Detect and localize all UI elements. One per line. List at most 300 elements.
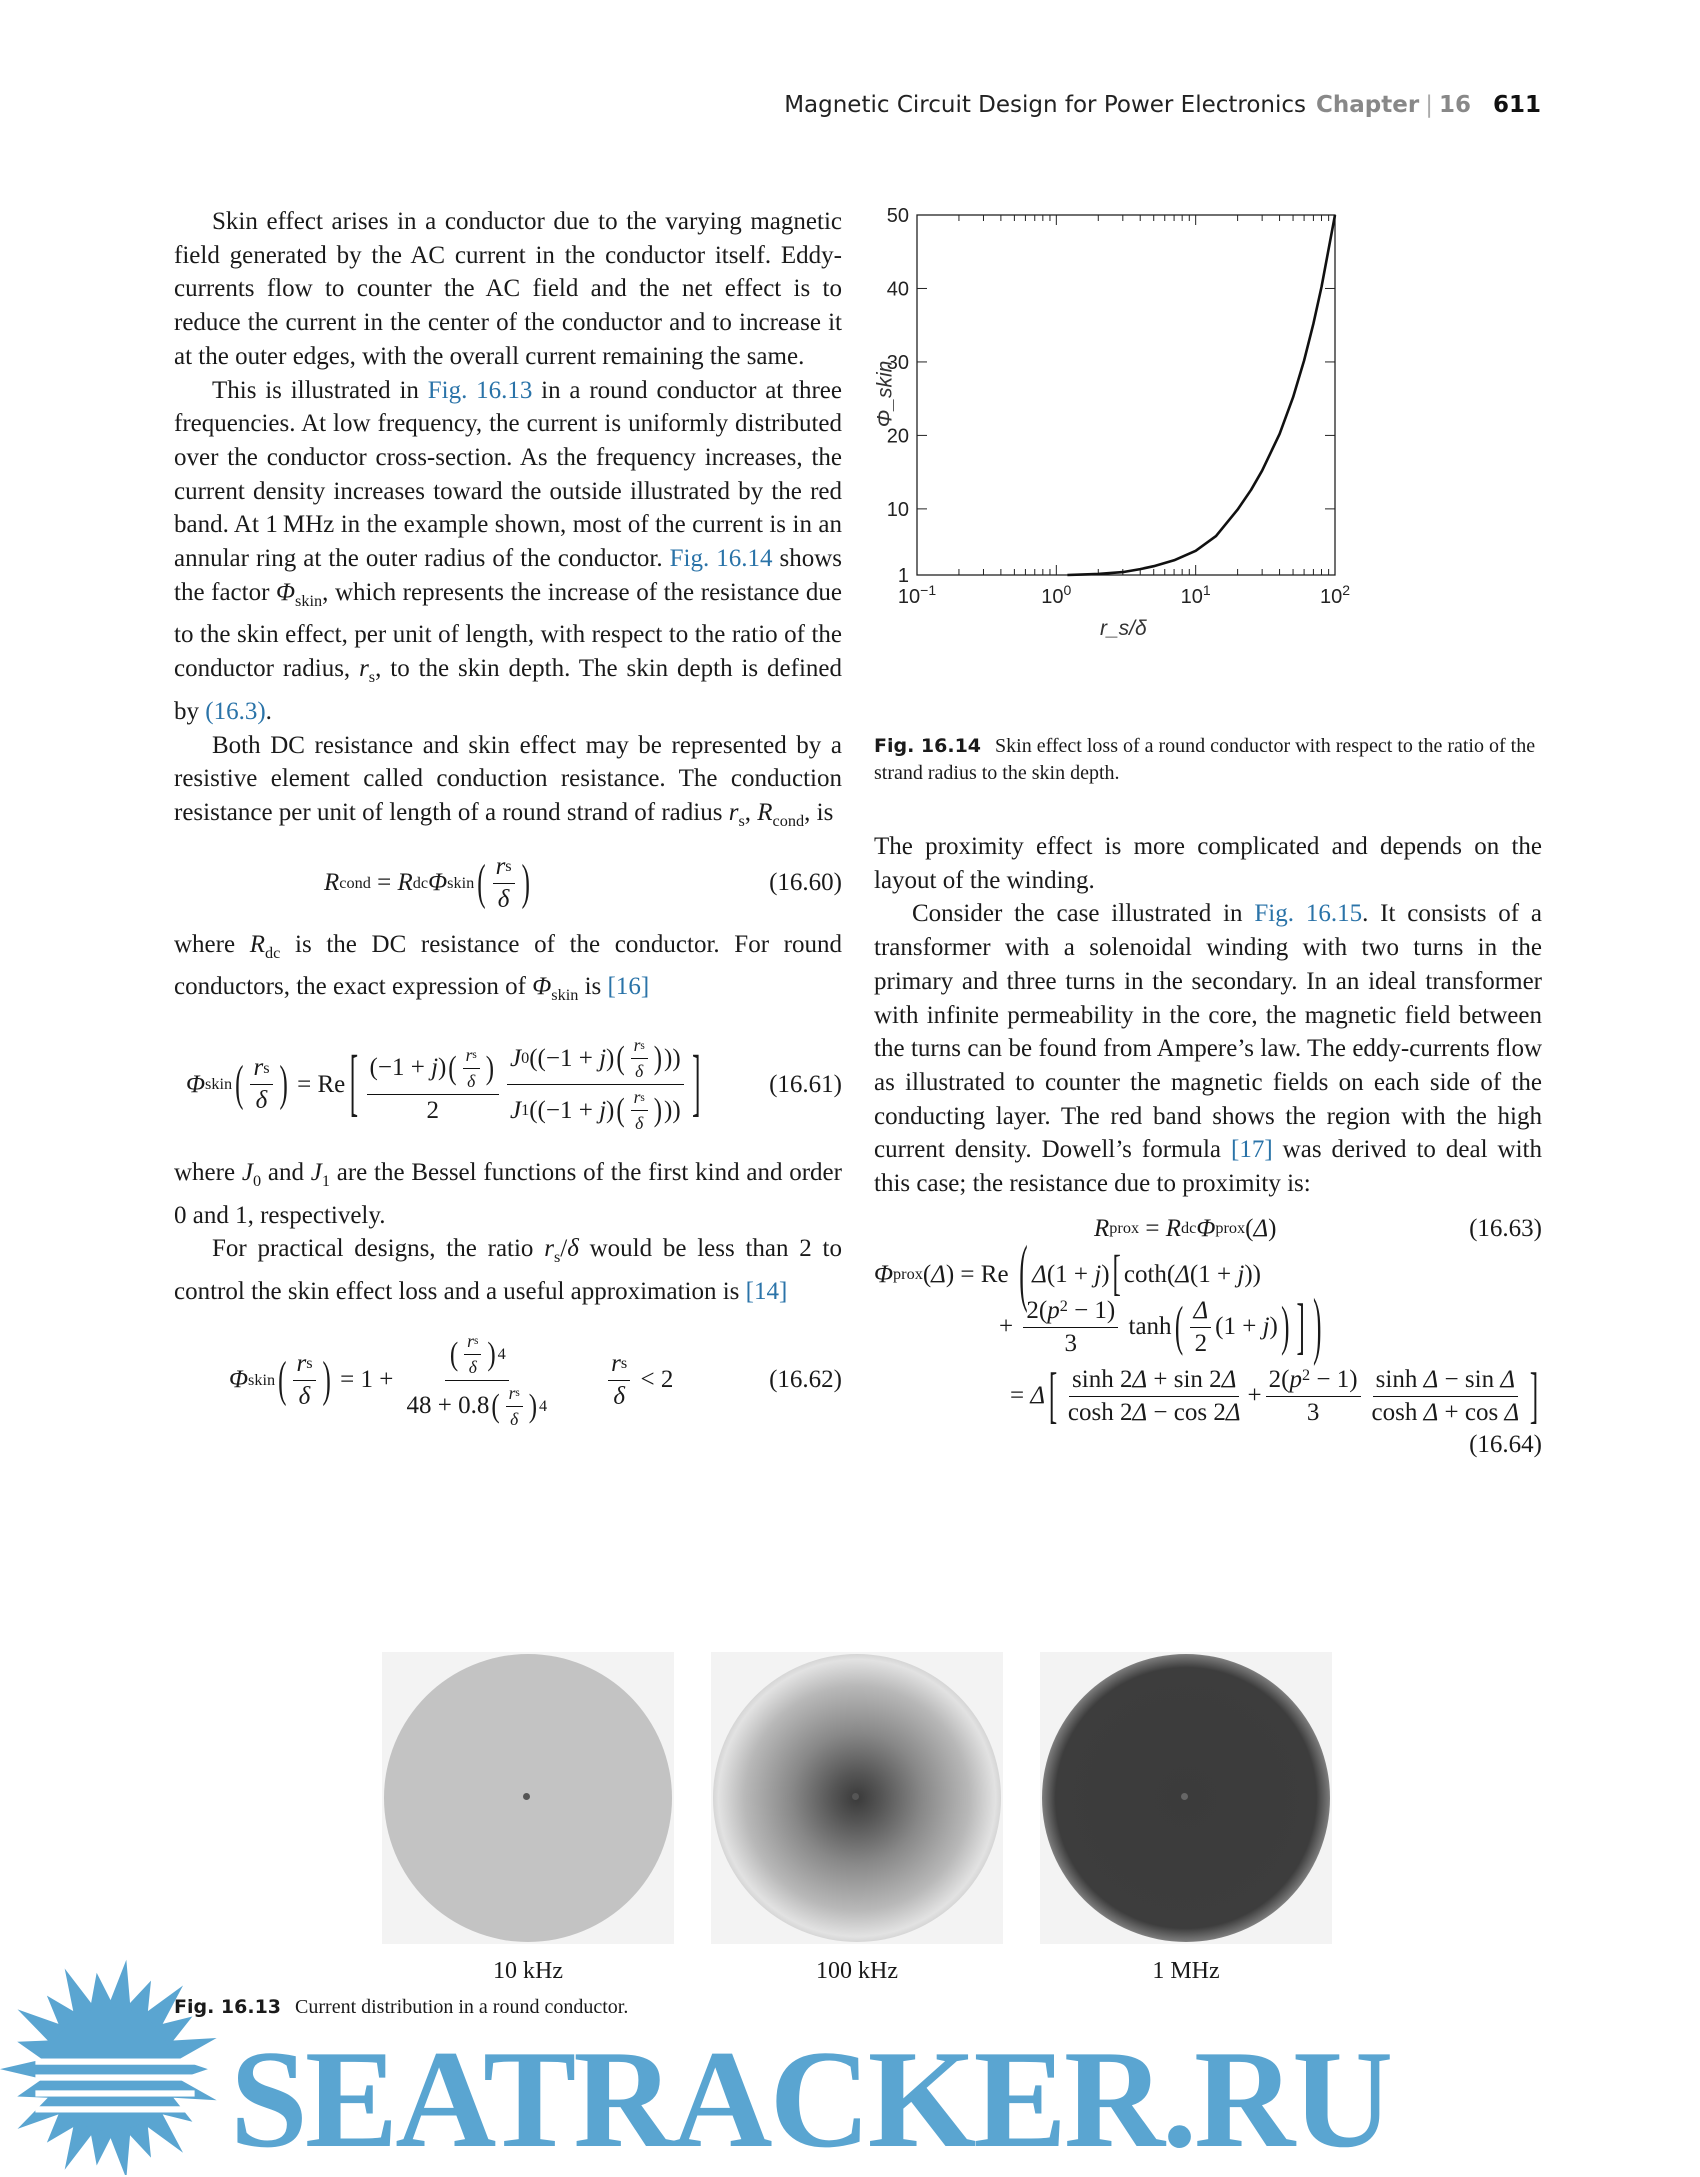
denominator [1065,1397,1244,1427]
math-symbol [1166,1215,1197,1243]
math-symbol [431,1054,438,1082]
equation-number: (16.64) [1469,1430,1542,1458]
fraction [631,1035,648,1082]
symbol: Φ [1196,1214,1216,1242]
delimiter: ] [1296,1293,1305,1361]
math-symbol [253,1054,269,1082]
symbol: Φ [874,1260,894,1288]
math-text: (1 + [1046,1260,1095,1288]
caption-text: Skin effect loss of a round conductor with respect to the ratio of the strand radius to the skin depth. [874,735,1536,784]
label-1mhz: 1 MHz [1152,1958,1220,1984]
equation-16-64-line1 [874,1234,1261,1316]
cross-reference-link[interactable]: [17] [1231,1136,1273,1164]
subscript: skin [447,873,475,892]
symbol: Δ [1253,1214,1269,1242]
symbol: δ [468,1356,477,1377]
delimiter: ) [521,856,530,911]
equation-16-62 [229,1331,673,1430]
delimiter: ) [1313,1286,1322,1368]
label-100khz: 100 kHz [816,1958,898,1984]
cross-reference-link[interactable]: [14] [745,1278,788,1306]
text-run: Consider the case illustrated in [912,900,1255,928]
text-run: are the Bessel functions of the first kind and order 0 and 1, respectively. [174,1159,842,1229]
math-symbol [229,1366,275,1394]
math-text: (−1 + [369,1054,432,1082]
math-text: 2( [1268,1365,1290,1393]
delimiter: ) [485,1050,495,1086]
equation-row [874,1286,1542,1368]
paragraph-where-rdc [174,928,842,1013]
math-symbol [1237,1261,1244,1289]
math-symbol [635,1061,643,1082]
subscript: dc [265,943,281,962]
math-symbol [428,869,474,897]
symbol: Δ [1132,1398,1148,1426]
chapter-label: Chapter [1316,92,1420,118]
fraction [404,1331,551,1430]
symbol: δ [635,1061,644,1082]
numerator [1023,1297,1118,1328]
symbol: Φ [428,869,448,897]
equation-16-64-line3 [1010,1362,1542,1430]
fraction [464,1331,481,1378]
math-symbol [496,853,512,881]
math-text: = [1010,1382,1031,1410]
fraction [1065,1366,1244,1427]
fig-16-13-caption [174,1994,628,2021]
delimiter: ( [491,1388,500,1424]
delimiter: [ [349,1044,359,1126]
cross-reference-link[interactable]: Fig. 16.13 [427,376,533,404]
paragraph-illustration [174,374,842,729]
math-symbol [510,1045,529,1073]
superscript: 4 [539,1396,548,1415]
math-text: 3 [1306,1398,1320,1426]
text-run: J [310,1159,322,1187]
paragraph-bessel [174,1156,842,1232]
math-symbol [613,1383,625,1411]
math-symbol [1504,1399,1519,1427]
math-symbol [1175,1261,1190,1289]
cross-reference-link[interactable]: Fig. 16.14 [669,545,773,573]
conductor-100khz-image [711,1652,1003,1944]
symbol: r [465,1044,473,1065]
symbol: Δ [1132,1365,1148,1393]
delimiter: ) [322,1353,331,1408]
symbol: j [1237,1260,1245,1288]
math-symbol [599,1045,606,1073]
fraction [1023,1297,1118,1358]
delimiter: ) [653,1093,663,1129]
math-symbol [256,1087,268,1115]
delimiter: ( [616,1041,625,1077]
math-text: tanh [1122,1313,1172,1341]
denominator [466,1355,480,1378]
math-symbol [635,1113,643,1134]
symbol: r [495,852,506,880]
symbol: Δ [1175,1260,1190,1288]
numerator [367,1045,499,1095]
math-text: cosh [1371,1398,1424,1426]
math-text: coth( [1123,1260,1176,1288]
text-run: , is [804,798,834,826]
text-run: δ [567,1235,579,1263]
text-run: R [757,798,773,826]
subscript: 1 [521,1101,530,1120]
skin-effect-chart [860,195,1550,615]
fraction [293,1350,315,1411]
numerator [464,1331,481,1355]
numerator [1069,1366,1239,1397]
math-symbol [510,1409,518,1430]
x-tick-label: $10^1$ [1180,582,1211,608]
subscript: s [472,1049,477,1062]
math-symbol [1222,1366,1237,1394]
text-run: This is illustrated in [212,376,428,404]
denominator [507,1085,684,1134]
denominator [464,1069,478,1092]
math-text: (1 + [1189,1260,1238,1288]
math-symbol [634,1035,645,1056]
math-symbol [599,1097,606,1125]
text-run: For practical designs, the ratio [212,1235,545,1263]
symbol: δ [298,1382,311,1410]
text-run: , to the skin depth. The skin depth is defined by [174,655,842,725]
symbol: Δ [1423,1365,1439,1393]
math-text: 2( [1026,1296,1048,1324]
symbol: J [510,1044,522,1072]
x-tick-label: $10^{-1}$ [897,582,937,608]
subscript: dc [1180,1219,1197,1238]
denominator [424,1095,443,1125]
symbol: j [599,1044,607,1072]
fig-16-14-caption [874,733,1544,787]
symbol: r [611,1349,621,1377]
text-run: and [261,1159,311,1187]
math-text: 2 [1194,1329,1208,1357]
subscript: skin [295,591,323,610]
delimiter: ) [487,1336,496,1372]
symbol: Φ [186,1070,206,1098]
delimiter: ] [692,1044,701,1126]
paragraph-skin-effect [174,205,842,374]
paragraph-proximity [874,830,1542,897]
denominator [296,1381,314,1411]
symbol: δ [255,1087,268,1115]
subscript: s [263,1058,270,1077]
equation-number: (16.63) [1469,1214,1542,1242]
math-symbol [1030,1382,1045,1410]
math-text: − cos 2 [1147,1398,1226,1426]
subscript: s [620,1354,628,1373]
math-text: cosh 2 [1067,1398,1133,1426]
symbol: Δ [1193,1296,1209,1324]
subscript: prox [893,1265,923,1284]
delimiter: ( [278,1353,287,1408]
subscript: 0 [521,1049,530,1068]
text-run: . [265,697,272,725]
math-symbol [467,1331,478,1352]
math-symbol [1132,1366,1147,1394]
symbol: r [296,1349,307,1377]
text-run: The proximity effect is more complicated and depends on the layout of the winding. [874,833,1542,894]
delimiter: ] [1529,1362,1539,1430]
denominator [404,1381,551,1430]
symbol: Δ [931,1260,946,1288]
math-text: = [370,869,398,897]
math-symbol [1226,1399,1241,1427]
math-symbol [466,1045,477,1066]
symbol: Δ [1504,1398,1520,1426]
text-run: Skin effect arises in a conductor due to the varying magnetic field generated by the AC current in the conductor itself. Eddy-currents flow to counter the AC field and the net effect is to reduce the current in the center of the conductor and to increase it at the outer edges, with the overall current remaining the same. [174,208,842,370]
subscript: skin [248,1370,276,1389]
numerator [250,1054,272,1085]
math-symbol [611,1350,627,1378]
symbol: R [1094,1214,1110,1242]
math-symbol [1193,1297,1208,1325]
math-symbol [1424,1399,1439,1427]
math-symbol [296,1350,312,1378]
paragraph-approximation [174,1232,842,1308]
delimiter: [ [1112,1247,1121,1302]
numerator [631,1035,648,1059]
equation-number: (16.60) [769,869,842,897]
center-dot [1181,1793,1188,1800]
subscript: s [473,1335,479,1348]
math-symbol [1500,1366,1515,1394]
y-tick-label: 10 [886,498,909,521]
numerator [631,1087,648,1111]
fraction [1190,1297,1211,1358]
cross-reference-link[interactable]: Fig. 16.15 [1254,900,1363,928]
numerator [445,1331,509,1381]
math-text: + [1247,1382,1262,1410]
symbol: Φ [229,1366,249,1394]
numerator [1373,1366,1518,1397]
math-symbol [1424,1366,1439,1394]
superscript: 4 [497,1344,506,1363]
math-text: ) [1268,1214,1277,1242]
math-symbol [467,1071,475,1092]
symbol: δ [467,1070,476,1091]
math-text: (1 + [1215,1313,1263,1341]
symbol: r [508,1382,516,1403]
numerator [293,1350,315,1381]
superscript: 2 [1301,1365,1311,1384]
fraction [493,853,515,914]
math-symbol [1132,1399,1147,1427]
math-text: ( [922,1260,932,1288]
cross-reference-link[interactable]: [16] [607,973,650,1001]
math-text: )) [664,1096,681,1124]
numerator [506,1383,523,1407]
text-run: would be less than 2 to control the skin effect loss and a useful approximation is [174,1235,842,1306]
symbol: δ [497,885,510,913]
math-text: )) [664,1044,681,1072]
symbol: δ [635,1113,644,1134]
running-header [784,92,1541,118]
math-symbol [498,886,510,914]
symbol: Δ [1225,1398,1241,1426]
subscript: cond [339,873,371,892]
fraction [1266,1366,1361,1427]
subscript: skin [551,986,579,1005]
text-run: r [544,1235,554,1263]
delimiter: ( [448,1050,457,1086]
fraction [1369,1366,1523,1427]
math-symbol [1263,1313,1270,1341]
math-text: + [999,1313,1020,1341]
denominator [1369,1397,1523,1427]
paragraph-conduction-resistance [174,729,842,839]
caption-label: Fig. 16.13 [174,1996,282,2018]
text-run: is the DC resistance of the conductor. For round conductors, the exact expression of [174,930,842,1001]
fraction [463,1045,480,1092]
math-symbol [539,1397,547,1416]
symbol: δ [510,1408,519,1429]
math-text: 2 [426,1096,440,1124]
symbol: r [633,1035,641,1056]
math-symbol [324,869,371,897]
math-text: ((−1 + [529,1044,600,1072]
chapter-number: 16 [1438,92,1471,118]
symbol: Δ [1500,1365,1516,1393]
sun-logo-icon [0,1950,230,2175]
label-10khz: 10 kHz [493,1958,563,1984]
math-text: = Re [290,1070,346,1098]
math-text: ) [606,1044,615,1072]
math-symbol [498,1345,506,1364]
math-text: sinh [1375,1365,1424,1393]
symbol: Δ [1032,1260,1047,1288]
equation-16-60 [324,853,533,914]
fraction [507,1035,684,1134]
math-text: ) = Re [945,1260,1015,1288]
paragraph-consider-case [874,897,1542,1200]
delimiter: ( [1019,1234,1028,1316]
denominator [507,1407,521,1430]
delimiter: ( [616,1093,625,1129]
equation-16-61 [186,1035,705,1134]
equation-row [874,1215,1542,1243]
math-symbol [469,1357,477,1378]
x-axis-label: r_s/δ [1100,617,1147,640]
text-run: is [578,973,608,1001]
y-tick-label: 40 [886,278,909,301]
delimiter: ) [1281,1297,1290,1357]
right-column [874,830,1542,1459]
text-run: . It consists of a transformer with a solenoidal winding with two turns in the primary and three turns in the secondary. In an ideal transformer with infinite permeability in the core, the magnetic field between the turns can be found from Ampere’s law. The eddy-currents flow as illustrated to counter the magnetic fields on each side of the conducting layer. The red band shows the region with the high current density. Dowell’s formula [874,900,1542,1164]
numerator [1266,1366,1361,1397]
text-run: r [359,655,369,683]
text-run: Φ [276,578,296,606]
delimiter: ) [528,1388,538,1424]
denominator [1192,1328,1211,1358]
math-symbol [634,1087,645,1108]
math-text: < 2 [634,1366,674,1394]
math-text: ((−1 + [529,1096,600,1124]
text-run: , [744,798,758,826]
math-text: ) [606,1096,615,1124]
denominator [1304,1397,1323,1427]
conductor-10khz-image [382,1652,674,1944]
math-text: − 1) [1310,1365,1358,1393]
math-symbol [1196,1215,1245,1243]
math-symbol [186,1071,232,1099]
math-symbol [509,1383,520,1404]
math-symbol [1094,1215,1139,1243]
fraction [506,1383,523,1430]
subscript: 1 [321,1172,330,1191]
subscript: prox [1109,1219,1140,1238]
symbol: j [1094,1260,1102,1288]
text-run: was derived to deal with this case; the resistance due to proximity is: [874,1136,1543,1198]
symbol: Δ [1030,1382,1046,1410]
symbol: r [467,1330,474,1351]
math-text: ( [1245,1214,1254,1242]
math-text: ) [438,1054,447,1082]
center-dot [852,1793,859,1800]
text-run: where [174,1159,242,1187]
text-run: in a round conductor at three frequencies. At low frequency, the current is uniformly distributed over the conductor cross-section. As the frequency increases, the current density increases toward the outside illustrated by the red band. At 1 MHz in the example shown, most of the current is in an annular ring at the outer radius of the conductor. [174,376,842,573]
symbol: R [1165,1214,1181,1242]
subscript: cond [772,811,805,830]
math-text: sinh 2 [1072,1365,1133,1393]
math-symbol [1047,1297,1068,1325]
equation-row [874,1362,1542,1430]
equation-row [174,1035,842,1134]
y-tick-label: 50 [886,205,909,227]
denominator [253,1085,271,1115]
math-text: ) [1101,1260,1110,1288]
denominator [632,1111,646,1134]
denominator [632,1059,646,1082]
subscript: s [553,1248,561,1267]
symbol: Δ [1423,1398,1439,1426]
subscript: s [738,811,745,830]
math-text: − 1) [1067,1296,1116,1324]
symbol: δ [613,1382,626,1410]
y-tick-label: 30 [886,351,909,374]
text-run: R [249,930,266,958]
math-text [554,1366,604,1394]
fraction [631,1087,648,1134]
delimiter: ( [235,1057,244,1112]
math-symbol [1253,1215,1268,1243]
symbol: J [510,1096,522,1124]
text-run: , which represents the increase of the resistance due to the skin effect, per unit of length, with respect to the ratio of the conductor radius, [174,578,842,683]
equation-row [874,1234,1542,1316]
fraction [250,1054,272,1115]
math-text: = 1 + [333,1366,400,1394]
math-symbol [931,1261,946,1289]
y-tick-label: 20 [886,425,909,448]
fraction [608,1350,630,1411]
plot-frame [917,215,1335,575]
x-tick-label: $10^0$ [1041,582,1072,608]
fraction [367,1045,499,1125]
caption-label: Fig. 16.14 [874,735,982,757]
symbol: p [1047,1296,1060,1324]
math-symbol [1289,1366,1310,1394]
math-symbol [299,1383,311,1411]
math-symbol [510,1097,529,1125]
symbol: j [1262,1313,1270,1341]
delimiter: ) [653,1041,663,1077]
cross-reference-link[interactable]: (16.3) [205,697,266,725]
symbol: p [1289,1365,1302,1393]
subscript: s [306,1354,313,1373]
